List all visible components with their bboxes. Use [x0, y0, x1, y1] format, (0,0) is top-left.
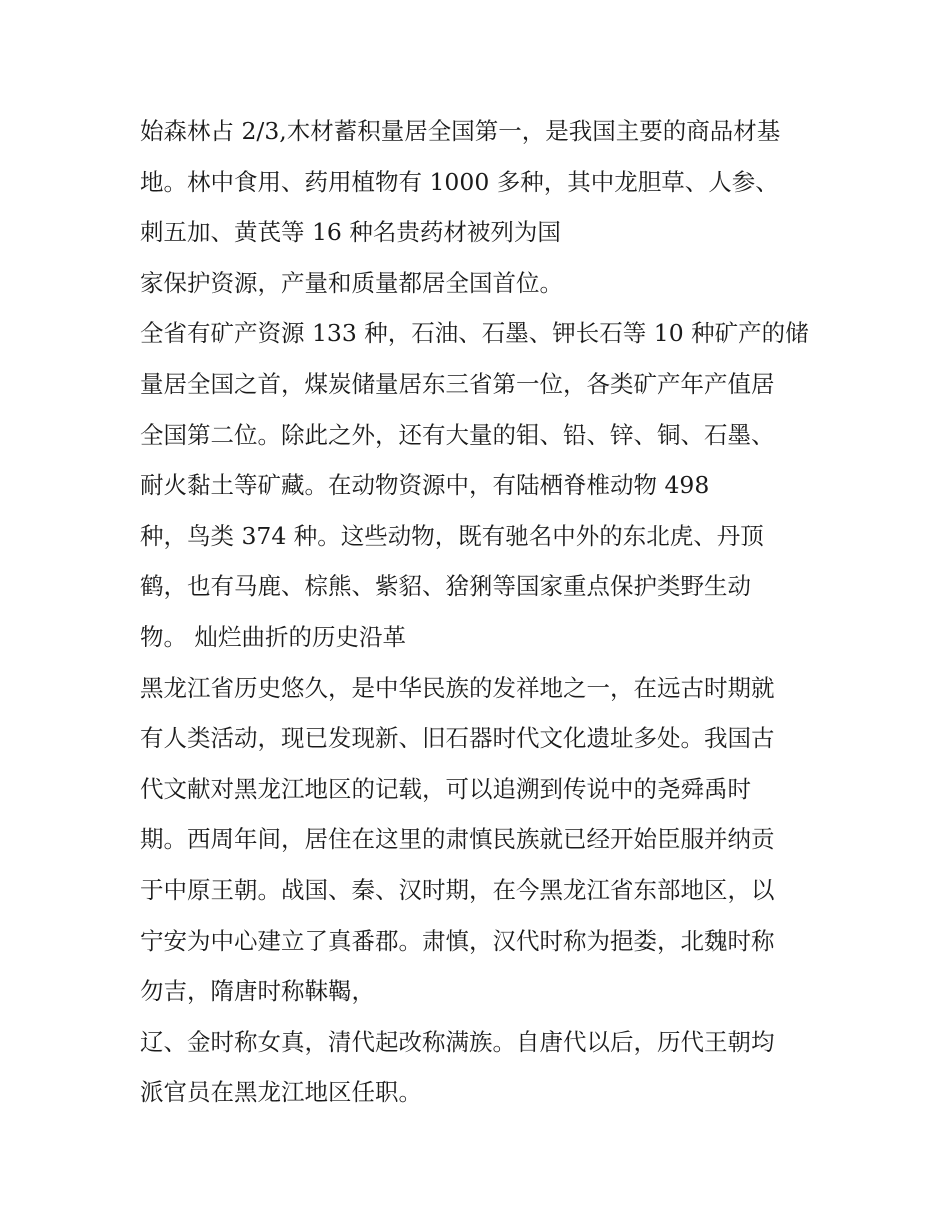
- text-line: 刺五加、黄芪等 16 种名贵药材被列为国: [140, 218, 561, 247]
- text-line: 全国第二位。除此之外，还有大量的钼、铅、锌、铜、石墨、: [140, 420, 775, 449]
- text-line: 派官员在黑龙江地区任职。: [140, 1078, 422, 1107]
- text-line: 有人类活动，现已发现新、旧石器时代文化遗址多处。我国古: [140, 724, 775, 753]
- document-body: [140, 106, 820, 1118]
- text-line: 黑龙江省历史悠久，是中华民族的发祥地之一，在远古时期就: [140, 673, 775, 702]
- text-line: 鹤，也有马鹿、棕熊、紫貂、猞猁等国家重点保护类野生动: [140, 572, 751, 601]
- text-line: 期。西周年间，居住在这里的肃慎民族就已经开始臣服并纳贡: [140, 825, 775, 854]
- text-line: 家保护资源，产量和质量都居全国首位。: [140, 268, 563, 297]
- text-line: 全省有矿产资源 133 种，石油、石墨、钾长石等 10 种矿产的储: [140, 319, 809, 348]
- text-line: 于中原王朝。战国、秦、汉时期，在今黑龙江省东部地区，以: [140, 875, 775, 904]
- text-line: 代文献对黑龙江地区的记载，可以追溯到传说中的尧舜禹时: [140, 774, 751, 803]
- text-line: 始森林占 2/3,木材蓄积量居全国第一，是我国主要的商品材基: [140, 117, 781, 145]
- section-heading-line: 物。 灿烂曲折的历史沿革: [140, 622, 406, 651]
- text-line: 辽、金时称女真，清代起改称满族。自唐代以后，历代王朝均: [140, 1027, 775, 1056]
- text-line: 勿吉，隋唐时称靺鞨，: [140, 977, 375, 1006]
- text-line: 地。林中食用、药用植物有 1000 多种，其中龙胆草、人参、: [140, 167, 779, 196]
- text-line: 耐火黏土等矿藏。在动物资源中，有陆栖脊椎动物 498: [140, 471, 710, 500]
- text-line: 量居全国之首，煤炭储量居东三省第一位，各类矿产年产值居: [140, 369, 775, 398]
- text-line: 宁安为中心建立了真番郡。肃慎，汉代时称为挹娄，北魏时称: [140, 926, 775, 955]
- text-line: 种，鸟类 374 种。这些动物，既有驰名中外的东北虎、丹顶: [140, 521, 764, 550]
